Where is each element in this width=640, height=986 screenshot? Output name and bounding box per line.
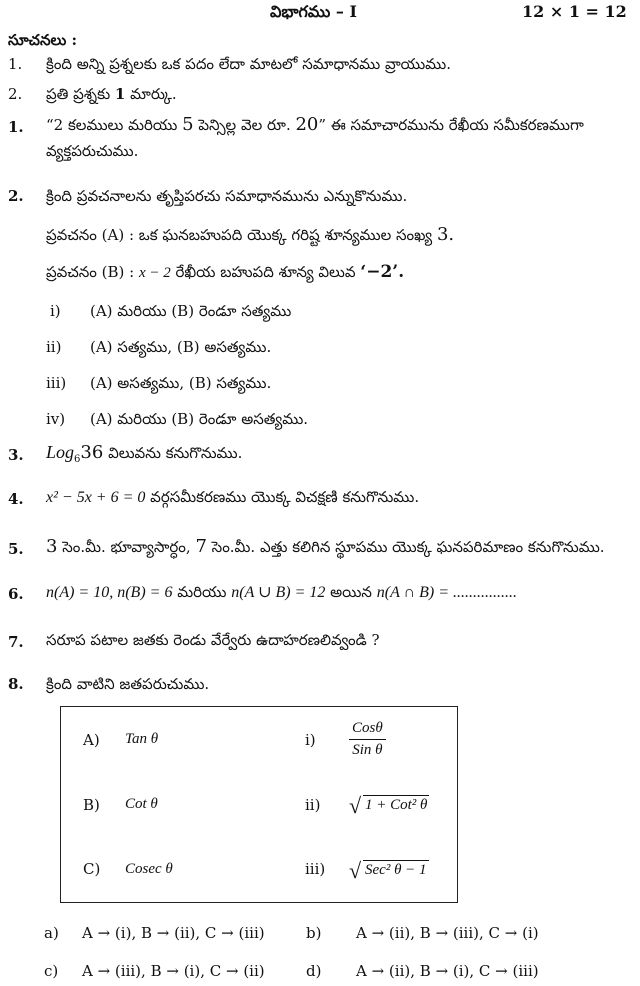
q2-statement-a: ప్రవచనం (A) : ఒక ఘనబహుపది యొక్క గరిష్ట శూన్యముల సంఖ్య 3. [46, 224, 455, 245]
q2-statement-b: ప్రవచనం (B) : x − 2 రేఖీయ బహుపది శూన్య విలువ ‘−2’. [46, 262, 405, 282]
q8-text: క్రింది వాటిని జతపరుచుము. [46, 675, 210, 693]
right-expr-i: $\frac{\text{Cosθ}}{\text{Sin θ}}$ [349, 707, 458, 773]
q2-text: క్రింది ప్రవచనాలను తృప్తిపరచు సమాధానమును ఎన్నుకొనుము. [46, 187, 408, 205]
q4-number: 4. [8, 490, 24, 508]
instruction-2-text: ప్రతి ప్రశ్నకు 1 మార్కు. [46, 85, 177, 103]
q6-text: n(A) = 10, n(B) = 6 మరియు n(A ∪ B) = 12 అయిన n(A ∩ B) = ................ [46, 583, 517, 601]
right-label-i: i) [305, 730, 316, 749]
answer-b-text: A → (ii), B → (iii), C → (i) [356, 924, 539, 942]
q7-number: 7. [8, 633, 24, 651]
right-expr-iii: √ Sec² θ − 1 [349, 857, 427, 883]
q8-number: 8. [8, 675, 24, 693]
marks-total: 12 × 1 = 12 [522, 2, 627, 21]
left-label-a: A) [83, 730, 100, 749]
q2-option-2-text: (A) సత్యము, (B) అసత్యము. [90, 338, 272, 356]
right-label-ii: ii) [305, 795, 321, 814]
q2-option-3-number: iii) [46, 374, 67, 392]
q2-option-1-number: i) [50, 302, 61, 320]
q1-number: 1. [8, 118, 24, 136]
left-label-b: B) [83, 795, 100, 814]
left-label-c: C) [83, 860, 101, 879]
matching-table [60, 706, 458, 903]
q5-text: 3 సెం.మీ. భూవ్యాసార్ధం, 7 సెం.మీ. ఎత్తు కలిగిన స్థూపము యొక్క ఘనపరిమాణం కనుగొనుము. [46, 536, 605, 557]
left-expr-b: Cot θ [125, 796, 158, 812]
q7-text: సరూప పటాల జతకు రెండు వేర్వేరు ఉదాహరణలివ్వండి ? [46, 631, 380, 649]
instructions-title: సూచనలు : [8, 31, 78, 49]
answer-c-text: A → (iii), B → (i), C → (ii) [82, 962, 265, 980]
left-expr-a: Tan θ [125, 731, 159, 748]
instruction-1-text: క్రింది అన్ని ప్రశ్నలకు ఒక పదం లేదా మాటలో సమాధానము వ్రాయుము. [46, 55, 451, 73]
q2-option-4-number: iv) [46, 410, 66, 428]
instruction-2-number: 2. [8, 85, 23, 103]
answer-a-label: a) [44, 924, 59, 942]
q2-option-1-text: (A) మరియు (B) రెండూ సత్యము [90, 302, 292, 320]
section-title: విభాగము – I [270, 2, 357, 21]
right-expr-ii: √ 1 + Cot² θ [349, 793, 428, 818]
q3-text: Log$_6$36 విలువను కనుగొనుము. [46, 442, 243, 465]
q1-line1: “2 కలములు మరియు 5 పెన్సిల్ల వెల రూ. 20” ఈ సమాచారమును రేఖీయ సమీకరణముగా [46, 114, 584, 135]
answer-d-label: d) [306, 962, 322, 980]
answer-c-label: c) [44, 962, 59, 980]
answer-d-text: A → (ii), B → (i), C → (iii) [356, 962, 539, 980]
q2-option-3-text: (A) అసత్యము, (B) సత్యము. [90, 374, 272, 392]
q4-text: x² − 5x + 6 = 0 వర్గసమీకరణము యొక్క విచక్షణి కనుగొనుము. [46, 488, 420, 506]
q2-number: 2. [8, 187, 24, 205]
answer-b-label: b) [306, 924, 322, 942]
q1-line2: వ్యక్తపరుచుము. [46, 142, 139, 160]
right-label-iii: iii) [305, 860, 326, 879]
q6-number: 6. [8, 585, 24, 603]
q2-option-2-number: ii) [46, 338, 62, 356]
left-expr-c: Cosec θ [125, 860, 173, 877]
answer-a-text: A → (i), B → (ii), C → (iii) [82, 924, 265, 942]
q2-option-4-text: (A) మరియు (B) రెండూ అసత్యము. [90, 410, 309, 428]
q5-number: 5. [8, 540, 24, 558]
instruction-1-number: 1. [8, 55, 23, 73]
q3-number: 3. [8, 446, 24, 464]
